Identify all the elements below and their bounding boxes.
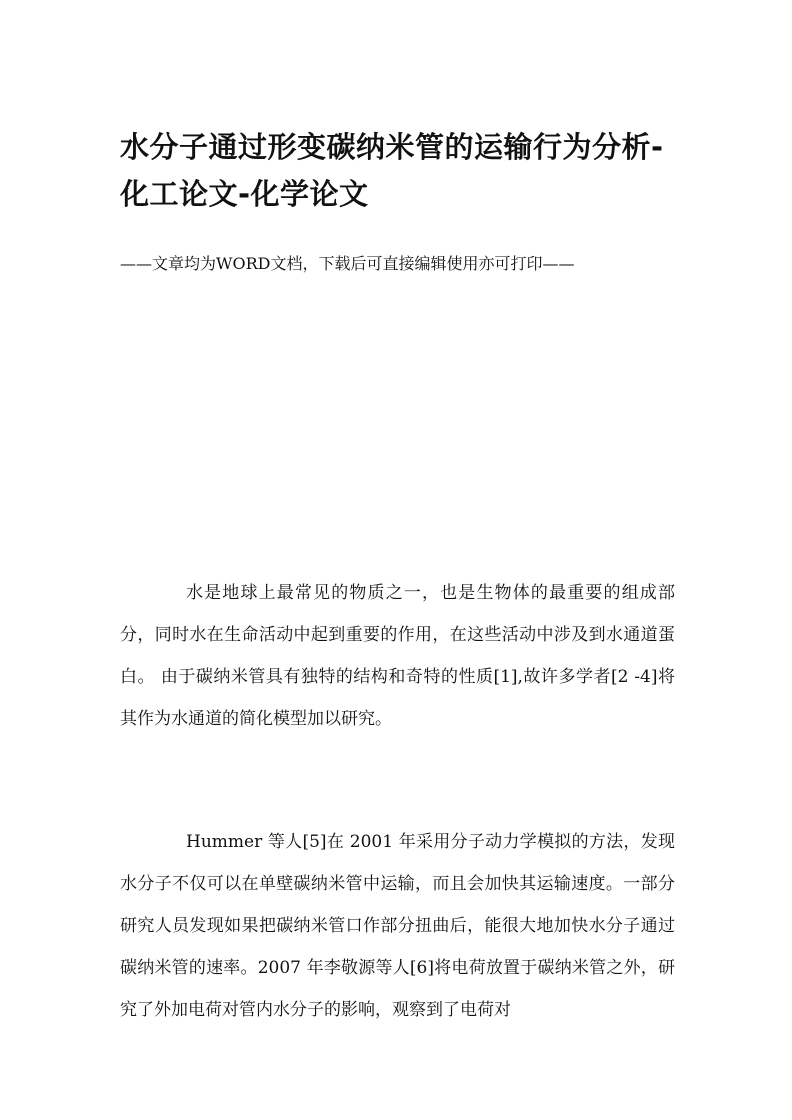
body-paragraph-2: Hummer 等人[5]在 2001 年采用分子动力学模拟的方法，发现水分子不仅可以在单壁碳纳米管中运输，而且会加快其运输速度。一部分研究人员发现如果把碳纳米管口作部分扭曲后，能很大地加快水分子通过碳纳米管的速率。2007 年李敬源等人[6]将电荷放置于碳纳米管之外，研究了外加电荷对管内水分子的影响，观察到了电荷对 — [120, 832, 675, 1020]
document-subtitle: ——文章均为WORD文档，下载后可直接编辑使用亦可打印—— — [120, 254, 575, 273]
document-title: 水分子通过形变碳纳米管的运输行为分析-化工论文-化学论文 — [120, 130, 664, 211]
body-paragraph-1: 水是地球上最常见的物质之一，也是生物体的最重要的组成部分，同时水在生命活动中起到重要的作用，在这些活动中涉及到水通道蛋白。 由于碳纳米管具有独特的结构和奇特的性质[1],故许多学者[2 -4]将其作为水通道的简化模型加以研究。 — [120, 583, 675, 729]
